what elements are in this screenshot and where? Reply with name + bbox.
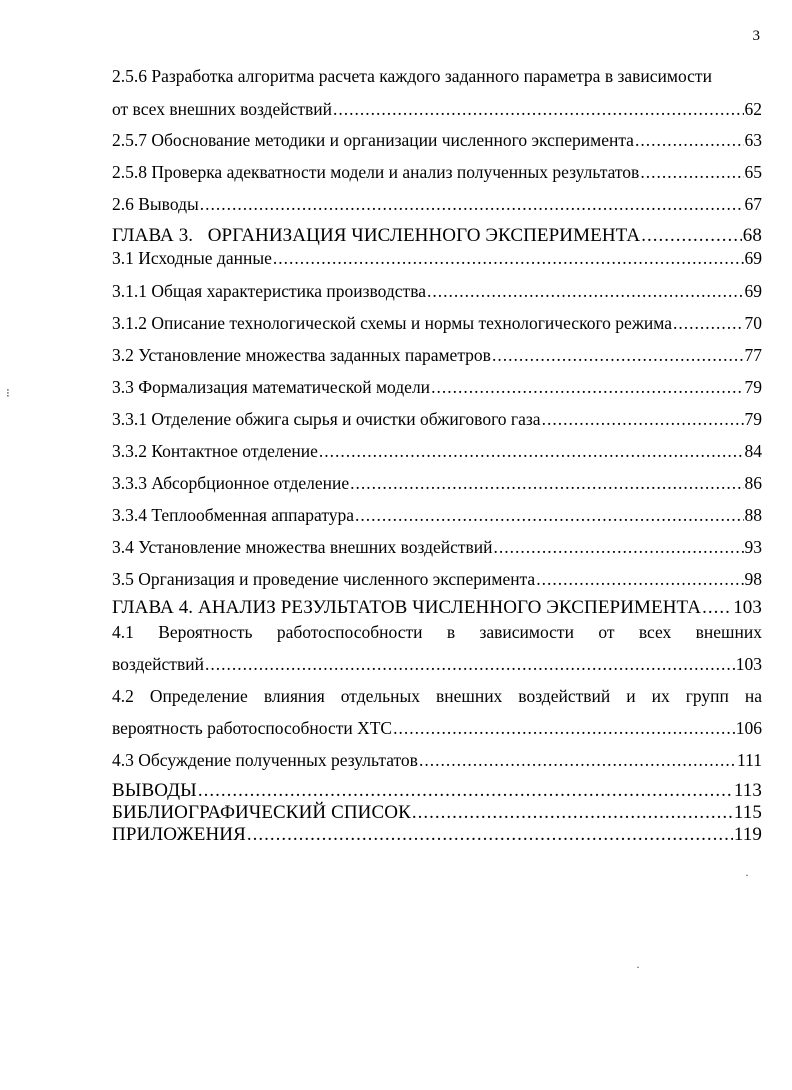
dot-leader — [641, 226, 742, 246]
toc-entry-page: 65 — [744, 162, 762, 182]
toc-entry-title: БИБЛИОГРАФИЧЕСКИЙ СПИСОК — [112, 802, 411, 823]
dot-leader — [702, 598, 732, 618]
toc-entry-3-3-1 — [112, 409, 762, 429]
toc-entry-3-4 — [112, 537, 762, 557]
toc-entry-3-1-2 — [112, 313, 762, 333]
toc-entry-page: 67 — [744, 194, 762, 214]
toc-entry-page: 111 — [737, 750, 762, 770]
toc-entry-2-5-8 — [112, 162, 762, 182]
toc-entry-title: 2.6 Выводы — [112, 194, 199, 214]
toc-entry-3-1-1 — [112, 281, 762, 301]
toc-entry-2-5-6 — [112, 99, 762, 119]
dot-leader — [536, 569, 743, 589]
word: внешних — [695, 622, 762, 642]
toc-entry-page: 103 — [733, 597, 762, 618]
dot-leader — [393, 718, 735, 738]
toc-entry-page: 86 — [744, 473, 762, 493]
dot-leader — [542, 409, 744, 429]
dot-leader — [200, 194, 744, 214]
toc-entry-3-3-2 — [112, 441, 762, 461]
toc-entry-2-5-6-line1: 2.5.6 Разработка алгоритма расчета каждого заданного параметра в зависимости — [112, 66, 712, 86]
dot-leader — [494, 537, 744, 557]
toc-entry-page: 93 — [744, 537, 762, 557]
toc-entry-4-3 — [112, 750, 762, 770]
toc-entry-3-1 — [112, 248, 762, 268]
toc-entry-page: 69 — [744, 248, 762, 268]
page-number: 3 — [752, 28, 760, 44]
toc-entry-title: ВЫВОДЫ — [112, 780, 197, 801]
word: отдельных — [340, 686, 420, 706]
toc-entry-2-6 — [112, 194, 762, 214]
toc-entry-title: 3.1 Исходные данные — [112, 248, 272, 268]
toc-entry-3-2 — [112, 345, 762, 365]
word: 4.2 — [112, 686, 134, 706]
toc-entry-page: 62 — [744, 99, 762, 119]
toc-entry-page: 115 — [733, 802, 762, 823]
word: Определение — [149, 686, 248, 706]
toc-conclusions — [112, 781, 762, 801]
word: и — [626, 686, 636, 706]
toc-entry-page: 98 — [744, 569, 762, 589]
toc-entry-title: 3.5 Организация и проведение численного эксперимента — [112, 569, 536, 589]
toc-entry-4-1 — [112, 654, 762, 674]
toc-entry-3-3-3 — [112, 473, 762, 493]
toc-entry-title: 3.1.1 Общая характеристика производства — [112, 281, 427, 301]
dot-leader — [427, 281, 743, 301]
toc-appendix — [112, 825, 762, 845]
dot-leader — [635, 130, 744, 150]
toc-entry-page: 106 — [735, 718, 762, 738]
dot-leader — [205, 654, 735, 674]
word: на — [744, 686, 762, 706]
toc-entry-title: 3.3 Формализация математической модели — [112, 377, 431, 397]
word: зависимости — [479, 622, 574, 642]
word: внешних — [435, 686, 503, 706]
toc-entry-3-3 — [112, 377, 762, 397]
toc-entry-title: 4.3 Обсуждение полученных результатов — [112, 750, 418, 770]
word: влияния — [263, 686, 325, 706]
dot-leader — [198, 781, 733, 801]
scan-artifact: ⁝ — [6, 386, 10, 400]
word: групп — [685, 686, 729, 706]
toc-entry-title: 3.3.1 Отделение обжига сырья и очистки обжигового газа — [112, 409, 541, 429]
word: их — [651, 686, 670, 706]
toc-entry-3-3-4 — [112, 505, 762, 525]
toc-entry-page: 68 — [742, 225, 762, 246]
toc-bibliography — [112, 803, 762, 823]
toc-entry-title: 3.4 Установление множества внешних воздействий — [112, 537, 493, 557]
toc-entry-page: 84 — [744, 441, 762, 461]
toc-chapter-4 — [112, 598, 762, 618]
toc-entry-title: 2.5.7 Обоснование методики и организации численного эксперимента — [112, 130, 634, 150]
toc-entry-title: 3.3.2 Контактное отделение — [112, 441, 318, 461]
scan-artifact: · — [745, 868, 749, 882]
toc-entry-page: 88 — [744, 505, 762, 525]
word: работоспособности — [276, 622, 423, 642]
word: Вероятность — [158, 622, 253, 642]
dot-leader — [412, 803, 733, 823]
word: в — [446, 622, 456, 642]
dot-leader — [419, 750, 736, 770]
toc-entry-4-2 — [112, 718, 762, 738]
toc-entry-title: ГЛАВА 3. ОРГАНИЗАЦИЯ ЧИСЛЕННОГО ЭКСПЕРИМЕНТА — [112, 225, 641, 246]
toc-entry-page: 103 — [735, 654, 762, 674]
dot-leader — [492, 345, 744, 365]
dot-leader — [333, 99, 743, 119]
word: всех — [638, 622, 672, 642]
dot-leader — [355, 505, 743, 525]
toc-entry-title: ГЛАВА 4. АНАЛИЗ РЕЗУЛЬТАТОВ ЧИСЛЕННОГО ЭКСПЕРИМЕНТА — [112, 597, 702, 618]
toc-entry-page: 70 — [744, 313, 762, 333]
toc-entry-title: 3.1.2 Описание технологической схемы и нормы технологического режима — [112, 313, 672, 333]
dot-leader — [273, 248, 744, 268]
toc-entry-4-1-line1 — [112, 622, 762, 642]
dot-leader — [640, 162, 743, 182]
scan-artifact: · — [636, 960, 640, 974]
toc-entry-page: 119 — [733, 824, 762, 845]
toc-entry-2-5-7 — [112, 130, 762, 150]
dot-leader — [673, 313, 744, 333]
dot-leader — [247, 825, 733, 845]
toc-entry-title: 3.3.3 Абсорбционное отделение — [112, 473, 350, 493]
toc-entry-title: от всех внешних воздействий — [112, 99, 333, 119]
toc-entry-page: 63 — [744, 130, 762, 150]
word: от — [598, 622, 615, 642]
toc-chapter-3 — [112, 226, 762, 246]
word: 4.1 — [112, 622, 134, 642]
dot-leader — [319, 441, 744, 461]
toc-entry-page: 69 — [744, 281, 762, 301]
word: воздействий — [518, 686, 611, 706]
toc-entry-page: 79 — [744, 377, 762, 397]
toc-entry-3-5 — [112, 569, 762, 589]
dot-leader — [350, 473, 743, 493]
toc-entry-page: 113 — [733, 780, 762, 801]
toc-entry-page: 79 — [744, 409, 762, 429]
toc-entry-title: вероятность работоспособности ХТС — [112, 718, 393, 738]
toc-entry-title: 3.2 Установление множества заданных параметров — [112, 345, 491, 365]
toc-entry-title: воздействий — [112, 654, 204, 674]
toc-entry-page: 77 — [744, 345, 762, 365]
dot-leader — [431, 377, 743, 397]
toc-entry-title: ПРИЛОЖЕНИЯ — [112, 824, 246, 845]
toc-entry-title: 2.5.8 Проверка адекватности модели и анализ полученных результатов — [112, 162, 640, 182]
toc-entry-title: 3.3.4 Теплообменная аппаратура — [112, 505, 355, 525]
toc-entry-4-2-line1 — [112, 686, 762, 706]
